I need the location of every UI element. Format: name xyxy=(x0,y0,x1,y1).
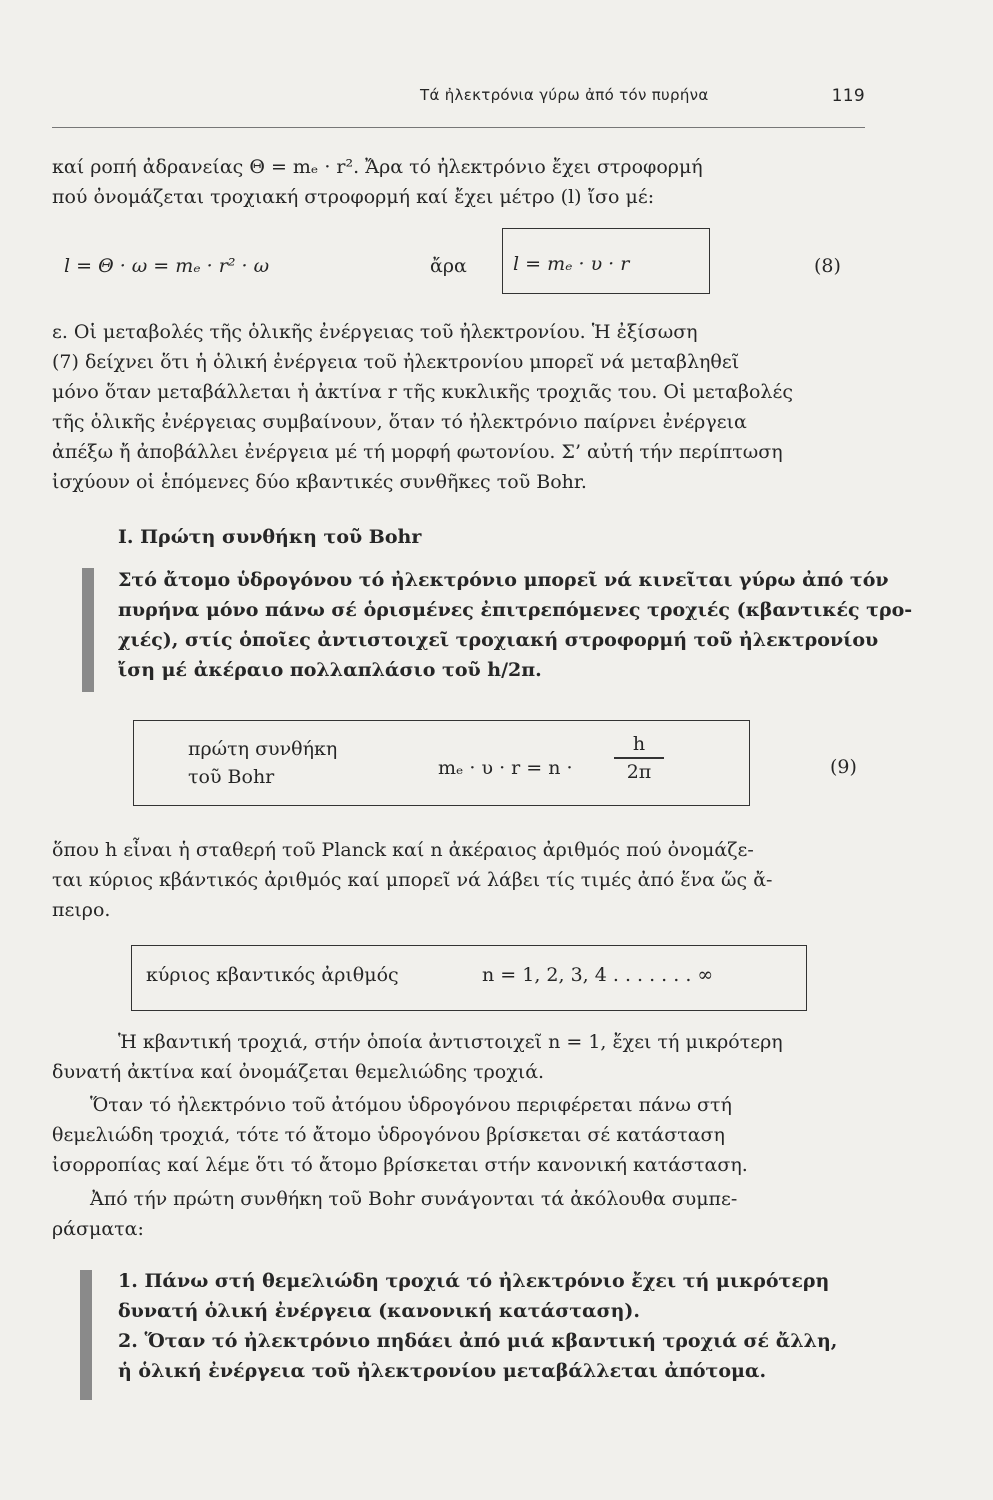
fraction-h-over-2pi xyxy=(614,733,664,783)
text-line: ε. Οἱ μεταβολές τῆς ὁλικῆς ἐνέργειας τοῦ ἠλεκτρονίου. Ἡ ἐξίσωση xyxy=(52,321,698,343)
equation-number: (8) xyxy=(814,255,841,277)
equation-label-line: τοῦ Bohr xyxy=(188,766,275,788)
text-line: πού ὀνομάζεται τροχιακή στροφορμή καί ἔχει μέτρο (l) ἴσο μέ: xyxy=(52,186,655,208)
text-line: Στό ἄτομο ὑδρογόνου τό ἠλεκτρόνιο μπορεῖ νά κινεῖται γύρω ἀπό τόν xyxy=(118,569,889,591)
equation-formula: mₑ · υ · r = n · xyxy=(438,757,573,779)
paragraph-conclusions-intro xyxy=(52,1184,867,1244)
conclusions-list xyxy=(118,1266,873,1386)
running-header xyxy=(420,86,865,106)
text-line: πυρήνα μόνο πάνω σέ ὁρισμένες ἐπιτρεπόμενες τροχιές (κβαντικές τρο- xyxy=(118,599,913,621)
text-line: θεμελιώδη τροχιά, τότε τό ἄτομο ὑδρογόνου βρίσκεται σέ κατάσταση xyxy=(52,1124,725,1146)
text-line: ἰσχύουν οἱ ἑπόμενες δύο κβαντικές συνθῆκες τοῦ Bohr. xyxy=(52,471,587,493)
quantum-number-values: n = 1, 2, 3, 4 . . . . . . . ∞ xyxy=(482,964,714,986)
paragraph-ground-state xyxy=(52,1090,867,1180)
text-line: χιές), στίς ὁποῖες ἀντιστοιχεῖ τροχιακή στροφορμή τοῦ ἠλεκτρονίου xyxy=(118,629,879,651)
text-line: ὅπου h εἶναι ἡ σταθερή τοῦ Planck καί n ἀκέραιος ἀριθμός πού ὀνομάζε- xyxy=(52,839,754,861)
conclusion-item: ἡ ὁλική ἐνέργεια τοῦ ἠλεκτρονίου μεταβάλλεται ἀπότομα. xyxy=(118,1360,767,1382)
header-rule xyxy=(52,127,865,128)
boxed-equation-8 xyxy=(502,228,710,294)
paragraph-ground-orbit xyxy=(52,1027,867,1087)
bohr-condition-statement xyxy=(118,565,913,685)
fraction-denominator: 2π xyxy=(626,760,652,783)
text-line: Ὅταν τό ἠλεκτρόνιο τοῦ ἀτόμου ὑδρογόνου περιφέρεται πάνω στή xyxy=(90,1094,732,1116)
text-line: πειρο. xyxy=(52,899,111,921)
equation-ara: ἄρα xyxy=(430,255,467,277)
text-line: ράσματα: xyxy=(52,1218,144,1240)
paragraph-angular-momentum xyxy=(52,152,867,212)
conclusion-item: δυνατή ὁλική ἐνέργεια (κανονική κατάσταση). xyxy=(118,1300,641,1322)
text-line: Ἀπό τήν πρώτη συνθήκη τοῦ Bohr συνάγονται τά ἀκόλουθα συμπε- xyxy=(90,1188,738,1210)
text-line: δυνατή ἀκτίνα καί ὀνομάζεται θεμελιώδης τροχιά. xyxy=(52,1061,545,1083)
text-line: ἀπέξω ἤ ἀποβάλλει ἐνέργεια μέ τή μορφή φωτονίου. Σ’ αὐτή τήν περίπτωση xyxy=(52,441,783,463)
boxed-formula: l = mₑ · υ · r xyxy=(513,253,630,275)
fraction-numerator: h xyxy=(632,733,646,755)
boxed-quantum-number xyxy=(131,945,807,1011)
text-line: ται κύριος κβάντικός ἀριθμός καί μπορεῖ νά λάβει τίς τιμές ἀπό ἕνα ὥς ἄ- xyxy=(52,869,773,891)
equation-8 xyxy=(52,248,867,284)
page-number: 119 xyxy=(831,86,865,106)
equation-label xyxy=(188,735,337,791)
text-line: μόνο ὅταν μεταβάλλεται ἡ ἀκτίνα r τῆς κυκλικῆς τροχιᾶς του. Οἱ μεταβολές xyxy=(52,381,793,403)
text-line: ἰσορροπίας καί λέμε ὅτι τό ἄτομο βρίσκεται στήν κανονική κατάσταση. xyxy=(52,1154,748,1176)
fraction-bar xyxy=(614,757,664,759)
emphasis-bar xyxy=(80,1270,92,1400)
equation-left: l = Θ · ω = mₑ · r² · ω xyxy=(64,255,270,277)
text-line: τῆς ὁλικῆς ἐνέργειας συμβαίνουν, ὅταν τό ἠλεκτρόνιο παίρνει ἐνέργεια xyxy=(52,411,747,433)
equation-label-line: πρώτη συνθήκη xyxy=(188,738,338,760)
paragraph-energy-changes xyxy=(52,317,867,497)
conclusion-item: 2. Ὅταν τό ἠλεκτρόνιο πηδάει ἀπό μιά κβαντική τροχιά σέ ἄλλη, xyxy=(118,1330,838,1352)
running-title: Τά ἠλεκτρόνια γύρω ἀπό τόν πυρήνα xyxy=(420,86,709,104)
emphasis-bar xyxy=(82,568,94,692)
text-line: (7) δείχνει ὅτι ἡ ὁλική ἐνέργεια τοῦ ἠλεκτρονίου μπορεῖ νά μεταβληθεῖ xyxy=(52,351,740,373)
conclusion-item: 1. Πάνω στή θεμελιώδη τροχιά τό ἠλεκτρόνιο ἔχει τή μικρότερη xyxy=(118,1270,830,1292)
quantum-number-label: κύριος κβαντικός ἀριθμός xyxy=(146,964,399,986)
section-heading: Ι. Πρώτη συνθήκη τοῦ Bohr xyxy=(118,526,422,548)
boxed-equation-9 xyxy=(133,720,750,806)
equation-number: (9) xyxy=(830,756,857,778)
text-line: Ἡ κβαντική τροχιά, στήν ὁποία ἀντιστοιχεῖ n = 1, ἔχει τή μικρότερη xyxy=(118,1031,783,1053)
text-line: ἴση μέ ἀκέραιο πολλαπλάσιο τοῦ h/2π. xyxy=(118,659,542,681)
text-line: καί ροπή ἀδρανείας Θ = mₑ · r². Ἄρα τό ἠλεκτρόνιο ἔχει στροφορμή xyxy=(52,156,703,178)
paragraph-planck xyxy=(52,835,867,925)
